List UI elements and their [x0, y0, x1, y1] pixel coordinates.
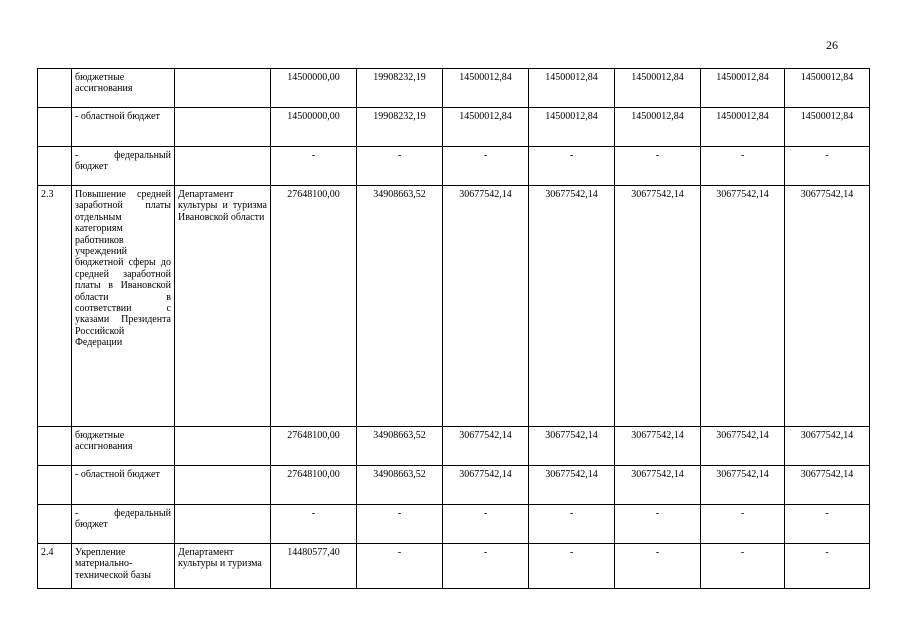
table-row: [38, 544, 870, 589]
amount-cell: -: [529, 147, 615, 186]
amount-cell: 30677542,14: [615, 466, 701, 505]
row-name-cell: - областной бюджет: [72, 466, 175, 505]
row-name-cell: - областной бюджет: [72, 108, 175, 147]
amount-cell: 30677542,14: [529, 186, 615, 427]
table-row: [38, 505, 870, 544]
row-number-cell: [38, 69, 72, 108]
amount-cell: 19908232,19: [357, 69, 443, 108]
amount-cell: 14500012,84: [785, 108, 870, 147]
row-name-cell: Повышение средней заработной платы отдельным категориям работников учреждений бюджетной сферы до средней заработной платы в Ивановской области в соответствии с указами Президента Российской Федерации: [72, 186, 175, 427]
amount-cell: 30677542,14: [443, 427, 529, 466]
amount-cell: 30677542,14: [701, 466, 785, 505]
amount-cell: 30677542,14: [615, 427, 701, 466]
amount-cell: 34908663,52: [357, 186, 443, 427]
table-row: [38, 147, 870, 186]
row-number-cell: 2.4: [38, 544, 72, 589]
row-name-cell: - федеральный бюджет: [72, 147, 175, 186]
amount-cell: -: [785, 147, 870, 186]
row-number-cell: [38, 147, 72, 186]
amount-cell: 14500012,84: [615, 108, 701, 147]
row-number-cell: [38, 505, 72, 544]
budget-table: [37, 68, 870, 589]
amount-cell: -: [701, 544, 785, 589]
amount-cell: 30677542,14: [701, 186, 785, 427]
amount-cell: 30677542,14: [701, 427, 785, 466]
amount-cell: 27648100,00: [271, 427, 357, 466]
amount-cell: -: [271, 505, 357, 544]
amount-cell: 30677542,14: [443, 466, 529, 505]
table-row: [38, 186, 870, 427]
amount-cell: 14500012,84: [529, 108, 615, 147]
amount-cell: -: [701, 505, 785, 544]
amount-cell: 34908663,52: [357, 466, 443, 505]
amount-cell: 30677542,14: [785, 186, 870, 427]
amount-cell: 27648100,00: [271, 466, 357, 505]
row-executor-cell: [175, 505, 271, 544]
page-number: 26: [826, 38, 838, 52]
row-number-cell: [38, 466, 72, 505]
amount-cell: -: [529, 544, 615, 589]
row-name-cell: Укрепление материально-технической базы: [72, 544, 175, 589]
amount-cell: 30677542,14: [615, 186, 701, 427]
amount-cell: -: [785, 505, 870, 544]
amount-cell: -: [701, 147, 785, 186]
row-number-cell: 2.3: [38, 186, 72, 427]
amount-cell: -: [357, 505, 443, 544]
amount-cell: -: [443, 544, 529, 589]
amount-cell: -: [615, 544, 701, 589]
row-name-cell: бюджетные ассигнования: [72, 69, 175, 108]
row-executor-cell: [175, 466, 271, 505]
amount-cell: 14500012,84: [443, 108, 529, 147]
amount-cell: -: [357, 147, 443, 186]
row-name-cell: - федеральный бюджет: [72, 505, 175, 544]
amount-cell: 30677542,14: [529, 466, 615, 505]
amount-cell: 14500012,84: [529, 69, 615, 108]
amount-cell: 30677542,14: [785, 466, 870, 505]
table-row: [38, 69, 870, 108]
row-executor-cell: [175, 427, 271, 466]
amount-cell: -: [357, 544, 443, 589]
amount-cell: 14500012,84: [701, 108, 785, 147]
amount-cell: 30677542,14: [443, 186, 529, 427]
amount-cell: -: [615, 505, 701, 544]
table-row: [38, 427, 870, 466]
amount-cell: -: [785, 544, 870, 589]
row-executor-cell: Департамент культуры и туризма Ивановской области: [175, 186, 271, 427]
amount-cell: 14480577,40: [271, 544, 357, 589]
amount-cell: -: [443, 505, 529, 544]
row-executor-cell: [175, 69, 271, 108]
amount-cell: -: [529, 505, 615, 544]
amount-cell: 30677542,14: [785, 427, 870, 466]
row-number-cell: [38, 108, 72, 147]
row-number-cell: [38, 427, 72, 466]
amount-cell: -: [615, 147, 701, 186]
amount-cell: -: [443, 147, 529, 186]
amount-cell: 19908232,19: [357, 108, 443, 147]
amount-cell: 14500000,00: [271, 69, 357, 108]
amount-cell: 30677542,14: [529, 427, 615, 466]
amount-cell: 14500012,84: [615, 69, 701, 108]
amount-cell: 14500012,84: [701, 69, 785, 108]
row-executor-cell: Департамент культуры и туризма: [175, 544, 271, 589]
row-executor-cell: [175, 108, 271, 147]
amount-cell: 14500012,84: [443, 69, 529, 108]
amount-cell: 34908663,52: [357, 427, 443, 466]
amount-cell: 14500012,84: [785, 69, 870, 108]
row-name-cell: бюджетные ассигнования: [72, 427, 175, 466]
amount-cell: 14500000,00: [271, 108, 357, 147]
amount-cell: -: [271, 147, 357, 186]
amount-cell: 27648100,00: [271, 186, 357, 427]
row-executor-cell: [175, 147, 271, 186]
table-row: [38, 466, 870, 505]
table-row: [38, 108, 870, 147]
